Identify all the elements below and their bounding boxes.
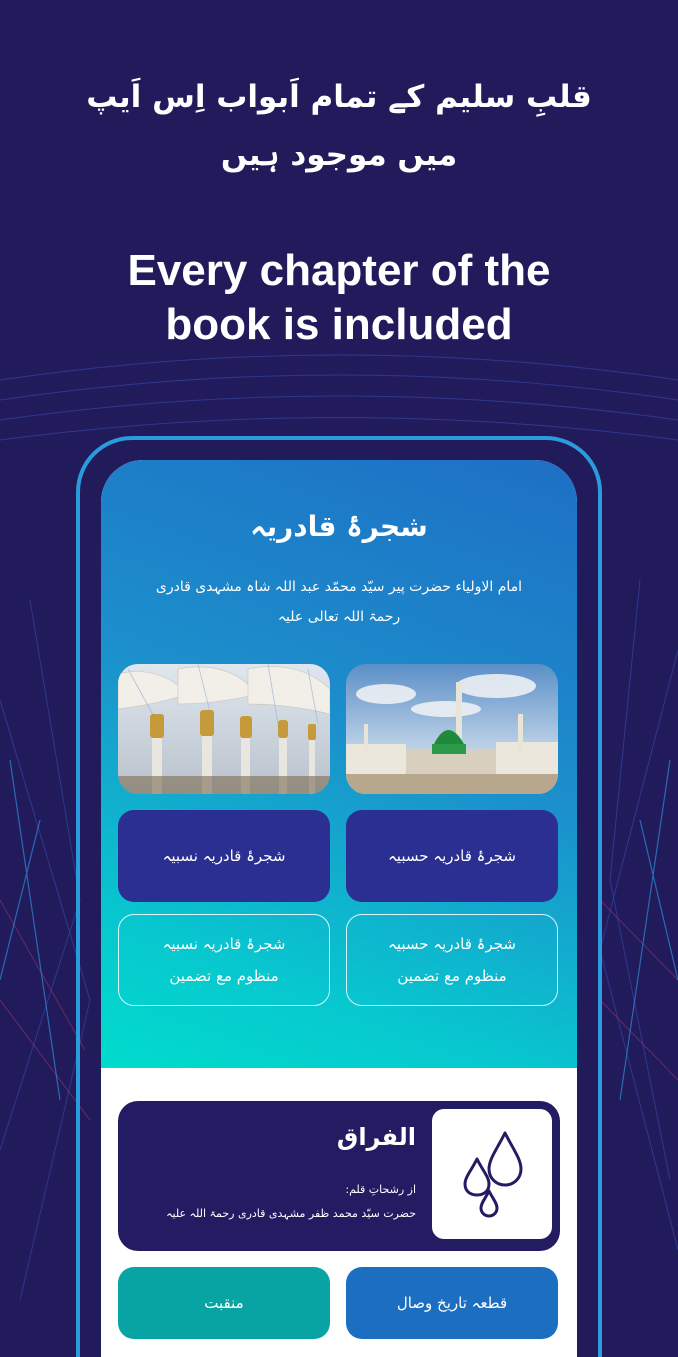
tile-shajra-nasbiya-label: شجرۂ قادریہ نسبیہ	[162, 847, 286, 865]
qata-button-label: قطعہ تاریخ وصال	[396, 1294, 508, 1312]
screen-subtitle	[131, 572, 547, 632]
photo-umbrellas[interactable]	[118, 664, 330, 794]
english-heading	[40, 244, 638, 352]
english-heading-line1: Every chapter of the	[127, 246, 551, 295]
english-heading-line2: book is included	[165, 300, 513, 349]
subtitle-line2: رحمۃ اللہ تعالی علیہ	[277, 609, 401, 625]
manqabat-button[interactable]	[118, 1267, 330, 1339]
tile-shajra-hasbiya[interactable]	[346, 810, 558, 902]
phone-screen	[101, 460, 577, 1357]
screen-title: شجرۂ قادریہ	[250, 510, 428, 543]
tile-shajra-nasbiya[interactable]	[118, 810, 330, 902]
screen-header-panel	[101, 460, 577, 1068]
subtitle-line1: امام الاولیاء حضرت پیر سیّد محمّد عبد اللہ شاہ مشہدی قادری	[155, 579, 523, 595]
urdu-heading-line1: قلبِ سلیم کے تمام اَبواب اِس اَیپ	[86, 79, 592, 115]
card-al-firaq[interactable]	[118, 1101, 560, 1251]
water-drops-icon	[457, 1129, 527, 1219]
tile-hasbiya-manzoom-line2: منظوم مع تضمین	[397, 967, 507, 985]
urdu-heading-line2: میں موجود ہیں	[220, 137, 458, 173]
card-by-label: از رشحاتِ قلم:	[345, 1183, 416, 1196]
photo-green-dome[interactable]	[346, 664, 558, 794]
card-icon-box	[432, 1109, 552, 1239]
card-title: الفراق	[336, 1123, 416, 1151]
card-author: حضرت سیّد محمد ظفر مشہدی قادری رحمۃ اللہ علیہ	[166, 1207, 416, 1220]
tile-shajra-nasbiya-manzoom[interactable]	[118, 914, 330, 1006]
qata-tareekh-wisal-button[interactable]	[346, 1267, 558, 1339]
tile-nasbiya-manzoom-line2: منظوم مع تضمین	[169, 967, 279, 985]
tile-hasbiya-manzoom-line1: شجرۂ قادریہ حسبیہ	[388, 935, 516, 953]
tile-shajra-hasbiya-label: شجرۂ قادریہ حسبیہ	[388, 847, 516, 865]
tile-shajra-hasbiya-manzoom[interactable]	[346, 914, 558, 1006]
tile-nasbiya-manzoom-line1: شجرۂ قادریہ نسبیہ	[162, 935, 286, 953]
manqabat-button-label: منقبت	[204, 1294, 244, 1312]
urdu-heading	[40, 68, 638, 184]
